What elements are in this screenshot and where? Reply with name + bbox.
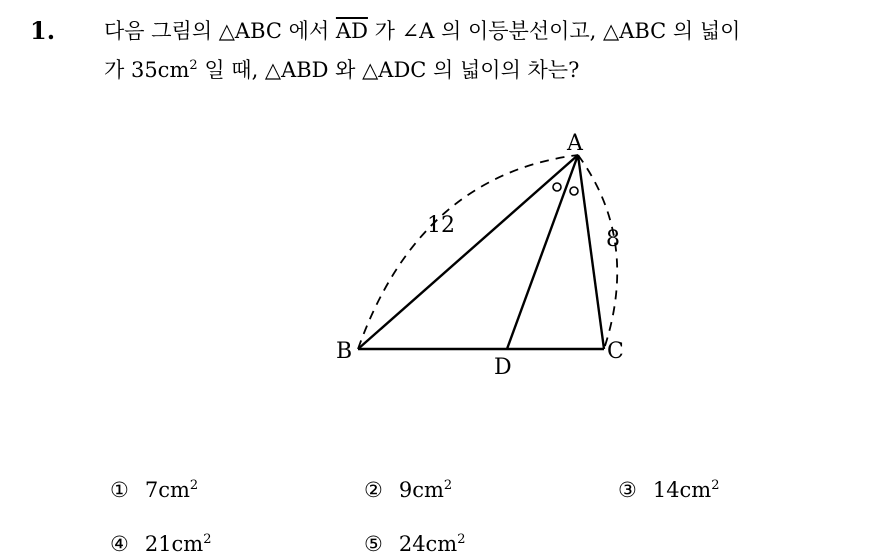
superscript: 2 xyxy=(189,58,198,73)
side-AC xyxy=(578,155,604,349)
choice-3[interactable] xyxy=(618,478,720,502)
choice-value: 21cm xyxy=(144,532,204,556)
choice-5[interactable] xyxy=(364,532,466,556)
superscript: 2 xyxy=(711,478,720,493)
choice-value: 24cm xyxy=(398,532,458,556)
side-AB xyxy=(358,155,578,349)
bisector-AD xyxy=(507,155,578,349)
question-text: 일 때, △ABD 와 △ADC 의 넓이의 차는? xyxy=(197,58,580,82)
choice-value: 14cm xyxy=(652,478,712,502)
label-B: B xyxy=(336,339,353,364)
question-text: 가 ∠A 의 이등분선이고, △ABC 의 넓이 xyxy=(367,19,741,43)
choice-value: 9cm xyxy=(398,478,444,502)
label-A: A xyxy=(567,131,583,156)
angle-mark xyxy=(553,183,561,191)
superscript: 2 xyxy=(457,532,466,547)
superscript: 2 xyxy=(203,532,212,547)
question-number: 1. xyxy=(30,16,56,45)
triangle-figure xyxy=(320,115,640,385)
superscript: 2 xyxy=(189,478,199,493)
label-side-AB: 12 xyxy=(427,213,455,238)
choice-mark: ④ xyxy=(110,532,129,556)
question-text: 가 35cm xyxy=(104,58,190,82)
superscript: 2 xyxy=(443,478,453,493)
choice-1[interactable] xyxy=(110,478,198,502)
choice-mark: ③ xyxy=(618,478,637,502)
choice-mark: ① xyxy=(110,478,129,502)
question-text-line-2 xyxy=(104,58,579,83)
label-side-AC: 8 xyxy=(606,227,620,252)
label-C: C xyxy=(607,339,624,364)
choice-mark: ② xyxy=(364,478,383,502)
segment-AD-overline: $\overline{AD}$ xyxy=(335,19,368,43)
arc-AC-dashed xyxy=(578,155,617,349)
choice-value: 7cm xyxy=(144,478,190,502)
choice-2[interactable] xyxy=(364,478,452,502)
question-text-line-1 xyxy=(104,19,740,44)
choice-4[interactable] xyxy=(110,532,212,556)
label-D: D xyxy=(494,355,512,380)
question-text: 다음 그림의 △ABC 에서 xyxy=(104,19,336,43)
angle-mark xyxy=(570,187,578,195)
choice-mark: ⑤ xyxy=(364,532,383,556)
